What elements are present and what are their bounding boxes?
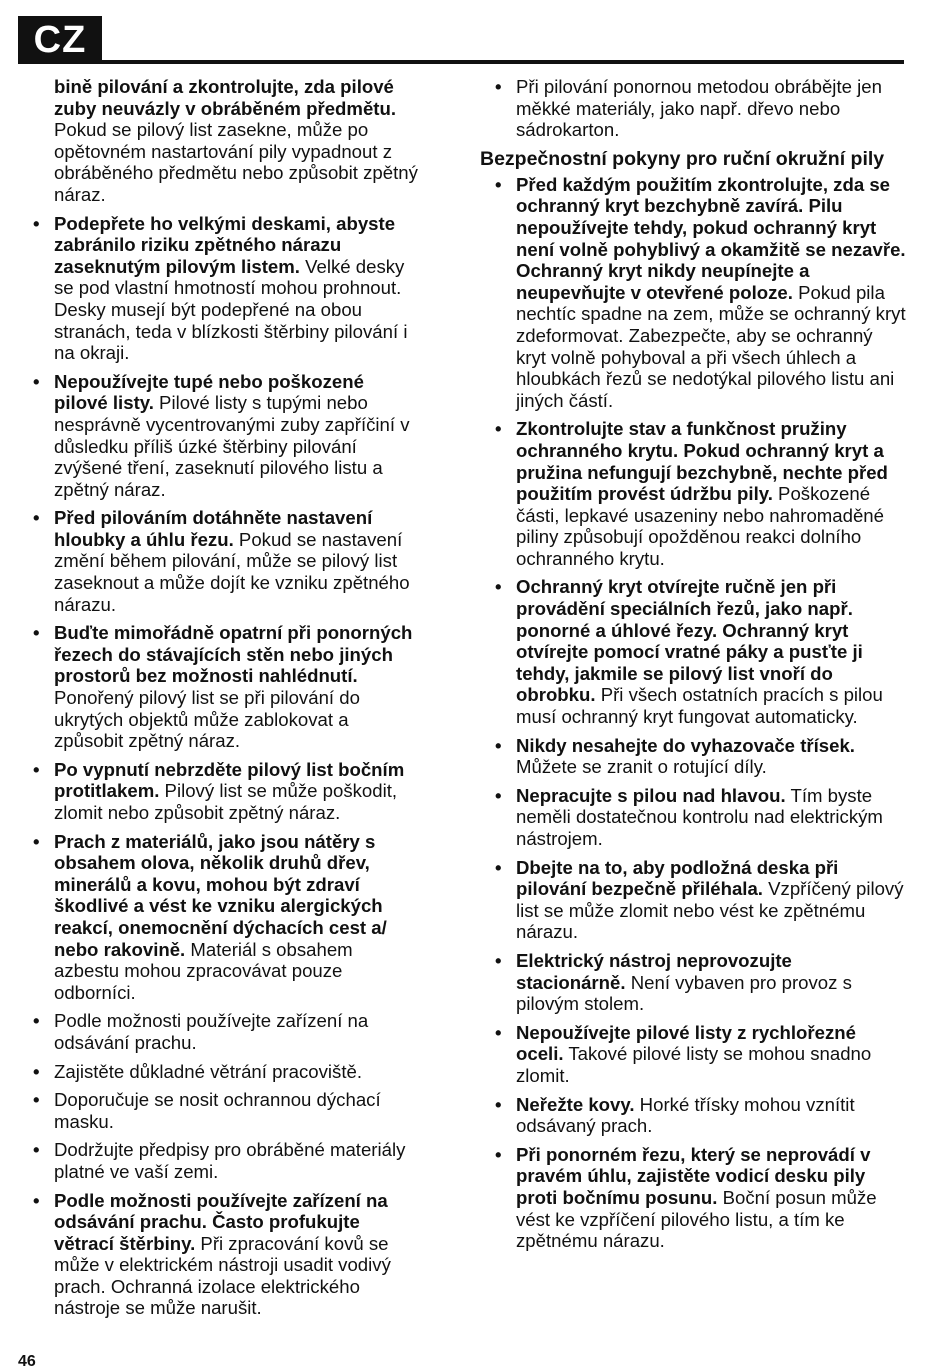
list-item bbox=[492, 950, 906, 1015]
item-text: Pokud pila nechtíc spadne na zem, může se ochranný kryt zdeformovat. Zabezpečte, aby se ochranný kryt volně pohyboval a při všech úhlech a hloubkách řezů se nedotýkal pilového listu ani jiných částí. bbox=[516, 281, 906, 411]
bullet-icon: • bbox=[495, 576, 502, 598]
item-bold-text: Dbejte na to, aby podložná deska při pilování bezpečně přiléhala. bbox=[516, 856, 839, 900]
list-item bbox=[492, 418, 906, 569]
item-bold-text: Nepoužívejte tupé nebo poškozené pilové listy. bbox=[54, 370, 364, 414]
bullet-icon: • bbox=[33, 622, 40, 644]
bullet-icon: • bbox=[33, 1010, 40, 1032]
list-item bbox=[492, 174, 906, 412]
item-bold-text: Před každým použitím zkontrolujte, zda se ochranný kryt bezchybně zavírá. Pilu nepoužívejte tehdy, pokud ochranný kryt není volně pohyblivý a okamžitě se nezavře. Ochranný kryt nikdy neupínejte a neupevňujte v otevřené poloze. bbox=[516, 173, 906, 303]
item-bold-text: Ochranný kryt otvírejte ručně jen při provádění speciálních řezů, jako např. ponorné a úhlové řezy. Ochranný kryt otvírejte pomocí vratné páky a pusťte ji tehdy, jakmile se pilový list vnoří do obrobku. bbox=[516, 576, 863, 706]
bullet-icon: • bbox=[495, 1093, 502, 1115]
continuation-bold: bině pilování a zkontrolujte, zda pilové zuby neuvázly v obráběném předmětu. bbox=[54, 76, 397, 119]
list-item bbox=[492, 576, 906, 727]
list-item bbox=[30, 1139, 418, 1182]
continuation-text: Pokud se pilový list zasekne, může po opětovném nastartování pily vypadnout z obráběného předmětu nebo způsobit zpětný náraz. bbox=[54, 119, 418, 205]
item-text: Poškozené části, lepkavé usazeniny nebo nahromaděné piliny způsobují opožděnou reakci dolního ochranného krytu. bbox=[516, 483, 884, 569]
list-item bbox=[30, 759, 418, 824]
item-text: Není vybaven pro provoz s pilovým stolem. bbox=[516, 971, 852, 1015]
list-item bbox=[30, 371, 418, 501]
page-number: 46 bbox=[18, 1353, 36, 1370]
item-text: Boční posun může vést ke vzpříčení pilového listu, a tím ke zpětnému nárazu. bbox=[516, 1186, 877, 1252]
section-title: Bezpečnostní pokyny pro ruční okružní pily bbox=[480, 147, 885, 170]
bullet-icon: • bbox=[495, 1143, 502, 1165]
bullet-icon: • bbox=[495, 76, 502, 97]
list-item bbox=[30, 831, 418, 1004]
item-text: Zajistěte důkladné větrání pracoviště. bbox=[54, 1060, 362, 1082]
left-column bbox=[30, 76, 418, 1326]
item-bold-text: Podle možnosti používejte zařízení na odsávání prachu. Často profukujte větrací štěrbiny. bbox=[54, 1189, 388, 1254]
item-text: Můžete se zranit o rotující díly. bbox=[516, 756, 767, 778]
list-item bbox=[492, 76, 906, 141]
item-text: Tím byste neměli dostatečnou kontrolu nad elektrickým nástrojem. bbox=[516, 784, 883, 849]
bullet-icon: • bbox=[495, 418, 502, 440]
item-bold-text: Neřežte kovy. bbox=[516, 1093, 635, 1115]
item-text: Při zpracování kovů se může v elektrickém nástroji usadit vodivý prach. Ochranná izolace elektrického nástroje se může narušit. bbox=[54, 1232, 391, 1319]
bullet-icon: • bbox=[33, 1060, 40, 1082]
item-text: Doporučuje se nosit ochrannou dýchací masku. bbox=[54, 1089, 381, 1132]
right-column bbox=[480, 76, 906, 1259]
language-tag: CZ bbox=[18, 16, 102, 64]
list-item bbox=[30, 213, 418, 364]
list-item bbox=[492, 1094, 906, 1137]
item-bold-text: Nepoužívejte pilové listy z rychlořezné oceli. bbox=[516, 1021, 856, 1065]
list-item bbox=[30, 1010, 418, 1053]
list-item bbox=[30, 1190, 418, 1320]
list-item bbox=[492, 735, 906, 778]
item-bold-text: Nikdy nesahejte do vyhazovače třísek. bbox=[516, 734, 855, 756]
item-text: Při všech ostatních pracích s pilou musí ochranný kryt fungovat automaticky. bbox=[516, 684, 883, 728]
bullet-icon: • bbox=[495, 734, 502, 756]
list-item bbox=[30, 507, 418, 615]
bullet-icon: • bbox=[495, 784, 502, 806]
list-item bbox=[492, 1022, 906, 1087]
item-text: Při pilování ponornou metodou obrábějte jen měkké materiály, jako např. dřevo nebo sádrokarton. bbox=[516, 76, 882, 141]
item-bold-text: Elektrický nástroj neprovozujte stacionárně. bbox=[516, 949, 792, 993]
item-text: Takové pilové listy se mohou snadno zlomit. bbox=[516, 1043, 872, 1086]
list-item bbox=[30, 1061, 418, 1083]
list-item bbox=[30, 1089, 418, 1132]
bullet-icon: • bbox=[33, 1139, 40, 1161]
list-item bbox=[30, 622, 418, 752]
bullet-icon: • bbox=[33, 212, 40, 234]
item-text: Pilový list se může poškodit, zlomit nebo způsobit zpětný náraz. bbox=[54, 780, 398, 823]
item-bold-text: Před pilováním dotáhněte nastavení hloubky a úhlu řezu. bbox=[54, 507, 373, 550]
item-bold-text: Prach z materiálů, jako jsou nátěry s obsahem olova, několik druhů dřev, minerálů a kovu, mohou být zdraví škodlivé a vést ke vzniku alergických reakcí, onemocnění dýchacích cest a/ nebo rakovině. bbox=[54, 830, 387, 960]
header-rule bbox=[102, 60, 904, 64]
item-bold-text: Nepracujte s pilou nad hlavou. bbox=[516, 784, 786, 806]
item-text: Pilové listy s tupými nebo nesprávně vycentrovanými zuby zapříčiní v důsledku příliš úzké štěrbiny pilování zvýšené tření, zaseknutí pilového listu a zpětný náraz. bbox=[54, 392, 410, 500]
item-text: Pokud se nastavení změní během pilování, může se pilový list zaseknout a může dojít ke vzniku zpětného nárazu. bbox=[54, 528, 410, 615]
item-text: Podle možnosti používejte zařízení na odsávání prachu. bbox=[54, 1010, 369, 1053]
item-text: Ponořený pilový list se při pilování do ukrytých objektů může zablokovat a způsobit zpětný náraz. bbox=[54, 687, 360, 752]
bullet-icon: • bbox=[33, 758, 40, 780]
bullet-icon: • bbox=[33, 830, 40, 852]
item-bold-text: Podepřete ho velkými deskami, abyste zabránilo riziku zpětného nárazu zaseknutým pilovým listem. bbox=[54, 212, 396, 277]
continuation-paragraph bbox=[30, 76, 418, 206]
item-text: Materiál s obsahem azbestu mohou zpracovávat pouze odborníci. bbox=[54, 938, 353, 1003]
bullet-icon: • bbox=[33, 507, 40, 529]
bullet-icon: • bbox=[495, 173, 502, 195]
bullet-icon: • bbox=[33, 1089, 40, 1111]
item-bold-text: Zkontrolujte stav a funkčnost pružiny ochranného krytu. Pokud ochranný kryt a pružina nefungují bezchybně, nechte před použitím provést údržbu pily. bbox=[516, 418, 888, 505]
list-item bbox=[492, 857, 906, 943]
bullet-icon: • bbox=[495, 1021, 502, 1043]
list-item bbox=[492, 785, 906, 850]
item-bold-text: Při ponorném řezu, který se neprovádí v pravém úhlu, zajistěte vodicí desku pily proti bočnímu posunu. bbox=[516, 1143, 871, 1208]
list-item bbox=[492, 1144, 906, 1252]
item-text: Horké třísky mohou vznítit odsávaný prach. bbox=[516, 1093, 855, 1137]
item-bold-text: Po vypnutí nebrzděte pilový list bočním protitlakem. bbox=[54, 758, 405, 802]
bullet-icon: • bbox=[33, 370, 40, 392]
bullet-icon: • bbox=[33, 1189, 40, 1211]
item-bold-text: Buďte mimořádně opatrní při ponorných řezech do stávajících stěn nebo jiných prostorů bez možnosti nahlédnutí. bbox=[54, 622, 413, 687]
item-text: Velké desky se pod vlastní hmotností mohou prohnout. Desky musejí být podepřené na obou stranách, teda v blízkosti štěrbiny pilování i na okraji. bbox=[54, 255, 408, 364]
item-text: Vzpříčený pilový list se může zlomit nebo vést ke zpětnému nárazu. bbox=[516, 878, 904, 943]
bullet-icon: • bbox=[495, 949, 502, 971]
item-text: Dodržujte předpisy pro obráběné materiály platné ve vaší zemi. bbox=[54, 1139, 406, 1182]
bullet-icon: • bbox=[495, 856, 502, 878]
